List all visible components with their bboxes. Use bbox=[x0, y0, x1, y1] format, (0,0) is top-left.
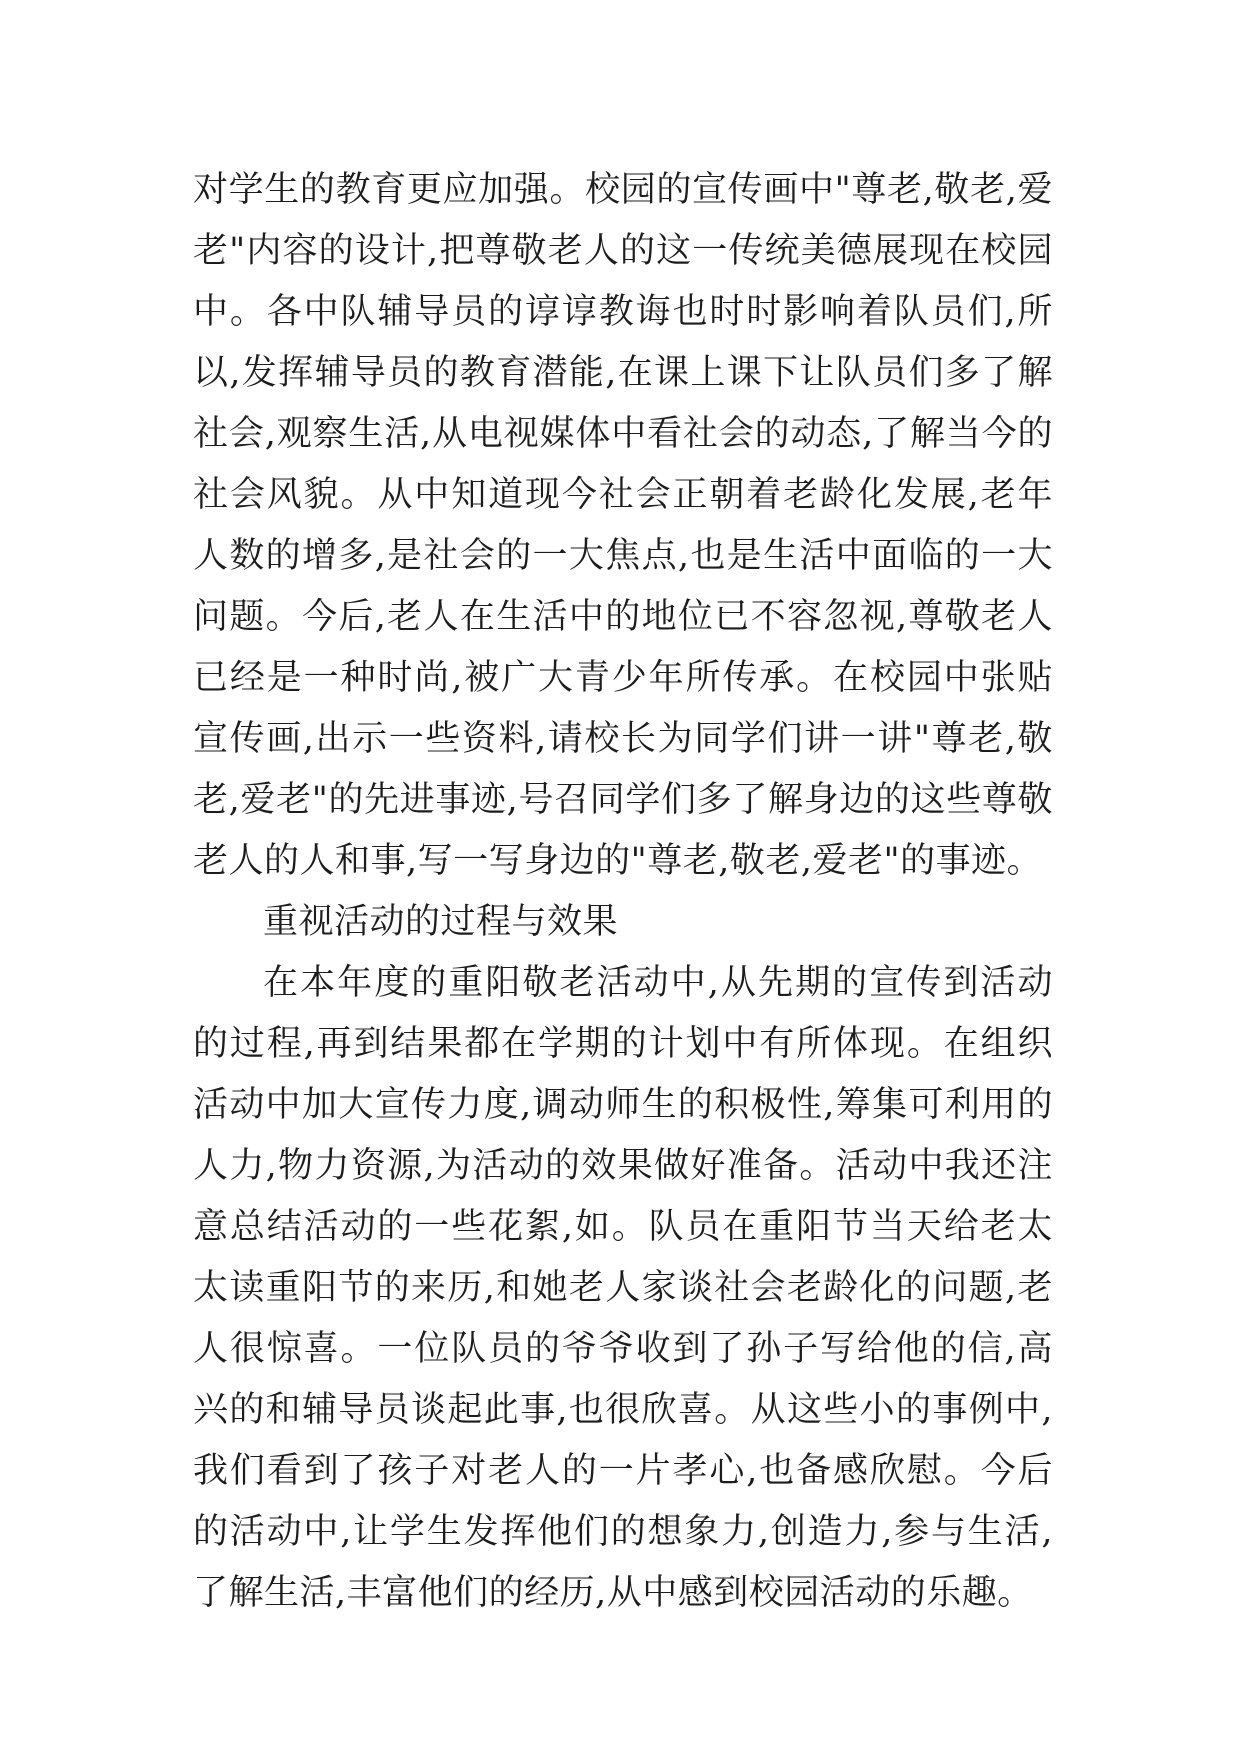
section-heading: 重视活动的过程与效果 bbox=[263, 902, 619, 942]
document-body bbox=[193, 160, 1053, 1624]
paragraph-students-education: 对学生的教育更应加强。校园的宣传画中"尊老,敬老,爱老"内容的设计,把尊敬老人的这一传统美德展现在校园中。各中队辅导员的谆谆教诲也时时影响着队员们,所以,发挥辅导员的教育潜能,在课上课下让队员们多了解社会,观察生活,从电视媒体中看社会的动态,了解当今的社会风貌。从中知道现今社会正朝着老龄化发展,老年人数的增多,是社会的一大焦点,也是生活中面临的一大问题。今后,老人在生活中的地位已不容忽视,尊敬老人已经是一种时尚,被广大青少年所传承。在校园中张贴宣传画,出示一些资料,请校长为同学们讲一讲"尊老,敬老,爱老"的先进事迹,号召同学们多了解身边的这些尊敬老人的人和事,写一写身边的"尊老,敬老,爱老"的事迹。 bbox=[193, 170, 1053, 881]
paragraph-activity-process: 在本年度的重阳敬老活动中,从先期的宣传到活动的过程,再到结果都在学期的计划中有所体现。在组织活动中加大宣传力度,调动师生的积极性,筹集可利用的人力,物力资源,为活动的效果做好准备。活动中我还注意总结活动的一些花絮,如。队员在重阳节当天给老太太读重阳节的来历,和她老人家谈社会老龄化的问题,老人很惊喜。一位队员的爷爷收到了孙子写给他的信,高兴的和辅导员谈起此事,也很欣喜。从这些小的事例中,我们看到了孩子对老人的一片孝心,也备感欣慰。今后的活动中,让学生发挥他们的想象力,创造力,参与生活,了解生活,丰富他们的经历,从中感到校园活动的乐趣。 bbox=[193, 963, 1053, 1613]
